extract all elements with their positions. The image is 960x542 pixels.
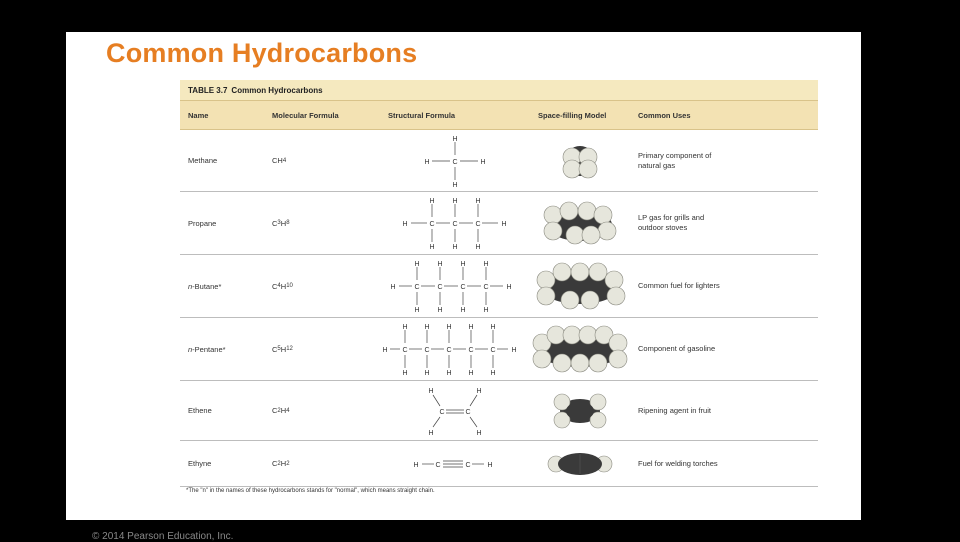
row-name: Ethene — [188, 406, 212, 415]
table-header-row — [180, 100, 818, 130]
hydrogen-atom-label: H — [452, 181, 458, 189]
hydrogen-atom-label: H — [452, 135, 458, 143]
row-uses: LP gas for grills and outdoor stoves — [638, 213, 705, 232]
column-header-structural: Structural Formula — [388, 110, 456, 120]
propane-structure-diagram — [395, 195, 515, 251]
space-filling-ethyne — [530, 441, 630, 486]
hydrogen-atom-label: H — [506, 284, 512, 291]
table-row-ethene — [180, 381, 818, 441]
carbon-atom-label: C — [475, 221, 481, 228]
space-filling-pentane — [530, 318, 630, 380]
row-name: Methane — [188, 156, 218, 165]
hydrogen-atom-label: H — [490, 370, 496, 377]
hydrogen-atom-label: H — [501, 221, 507, 228]
table-row-pentane — [180, 318, 818, 381]
table-caption — [180, 80, 818, 100]
table-row-propane — [180, 192, 818, 255]
carbon-atom-label: C — [429, 221, 435, 228]
row-uses: Component of gasoline — [638, 344, 716, 353]
slide — [66, 32, 861, 542]
column-header-formula: Molecular Formula — [272, 110, 339, 120]
space-filling-propane — [530, 192, 630, 254]
row-name: n -Butane* — [188, 281, 222, 291]
row-name: n -Pentane* — [188, 344, 226, 354]
ethene-structure-diagram — [415, 384, 495, 438]
hydrocarbon-table — [180, 80, 818, 498]
structural-formula-ethyne — [380, 441, 530, 486]
space-filling-ethene — [530, 381, 630, 440]
row-formula: C 2 H 2 — [272, 459, 290, 468]
hydrogen-atom-label: H — [390, 284, 396, 291]
table-caption-title: Common Hydrocarbons — [231, 85, 323, 95]
hydrogen-atom-label: H — [424, 158, 430, 166]
hydrogen-atom-label: H — [382, 347, 388, 354]
row-name: Ethyne — [188, 459, 212, 468]
ethyne-structure-diagram — [410, 449, 500, 479]
table-row-methane — [180, 130, 818, 192]
hydrogen-atom-label: H — [437, 307, 443, 314]
table-caption-number: TABLE 3.7 — [188, 85, 228, 95]
hydrogen-atom-label: H — [446, 324, 452, 331]
carbon-atom-label: C — [468, 347, 474, 354]
hydrogen-atom-label: H — [511, 347, 517, 354]
hydrogen-atom-label: H — [402, 370, 408, 377]
row-uses: Fuel for welding torches — [638, 458, 718, 468]
carbon-atom-label: C — [483, 284, 489, 291]
row-formula: C 3 H 8 — [272, 218, 290, 228]
hydrogen-atom-label: H — [402, 221, 408, 228]
row-name: Propane — [188, 218, 217, 228]
hydrogen-atom-label: H — [428, 429, 434, 437]
column-header-model: Space-filling Model — [538, 110, 607, 120]
table-footnote: *The "n" in the names of these hydrocarbons stands for "normal", which means straight chain. — [186, 488, 435, 494]
carbon-atom-label: C — [414, 284, 420, 291]
hydrogen-atom-label: H — [490, 324, 496, 331]
butane-structure-diagram — [385, 258, 525, 314]
hydrogen-atom-label: H — [476, 387, 482, 395]
hydrogen-atom-label: H — [414, 261, 420, 268]
hydrogen-atom-label: H — [414, 307, 420, 314]
hydrogen-atom-label: H — [475, 244, 481, 251]
carbon-atom-label: C — [424, 347, 430, 354]
carbon-atom-label: C — [402, 347, 408, 354]
hydrogen-atom-label: H — [429, 198, 435, 205]
space-filling-butane — [530, 255, 630, 317]
carbon-atom-label: C — [452, 158, 458, 166]
structural-formula-propane — [380, 192, 530, 254]
hydrogen-atom-label: H — [452, 244, 458, 251]
row-uses: Primary component of natural gas — [638, 150, 712, 170]
column-header-name: Name — [188, 110, 209, 120]
pentane-structure-diagram — [380, 321, 530, 377]
hydrogen-atom-label: H — [452, 198, 458, 205]
carbon-atom-label: C — [437, 284, 443, 291]
hydrogen-atom-label: H — [424, 370, 430, 377]
carbon-atom-label: C — [452, 221, 458, 228]
space-filling-methane — [530, 130, 630, 191]
row-uses: Common fuel for lighters — [638, 281, 720, 290]
hydrogen-atom-label: H — [460, 261, 466, 268]
hydrogen-atom-label: H — [428, 387, 434, 395]
structural-formula-pentane — [380, 318, 530, 380]
copyright-notice: © 2014 Pearson Education, Inc. — [92, 531, 234, 542]
hydrogen-atom-label: H — [483, 307, 489, 314]
methane-structure-diagram — [415, 133, 495, 189]
hydrogen-atom-label: H — [429, 244, 435, 251]
row-formula: C 5 H 12 — [272, 344, 293, 354]
table-row-ethyne — [180, 441, 818, 487]
hydrogen-atom-label: H — [480, 158, 486, 166]
structural-formula-butane — [380, 255, 530, 317]
column-header-uses: Common Uses — [638, 110, 691, 120]
hydrogen-atom-label: H — [402, 324, 408, 331]
carbon-atom-label: C — [439, 408, 445, 416]
hydrogen-atom-label: H — [476, 429, 482, 437]
hydrogen-atom-label: H — [460, 307, 466, 314]
row-formula: C H 4 — [272, 156, 287, 165]
carbon-atom-label: C — [465, 408, 471, 416]
hydrogen-atom-label: H — [437, 261, 443, 268]
table-row-butane — [180, 255, 818, 318]
row-formula: C 2 H 4 — [272, 406, 290, 415]
hydrogen-atom-label: H — [446, 370, 452, 377]
carbon-atom-label: C — [460, 284, 466, 291]
hydrogen-atom-label: H — [487, 461, 493, 469]
hydrogen-atom-label: H — [483, 261, 489, 268]
structural-formula-ethene — [380, 381, 530, 440]
row-formula: C 4 H 10 — [272, 281, 293, 291]
structural-formula-methane — [380, 130, 530, 191]
hydrogen-atom-label: H — [475, 198, 481, 205]
row-uses: Ripening agent in fruit — [638, 405, 711, 415]
carbon-atom-label: C — [446, 347, 452, 354]
hydrogen-atom-label: H — [468, 370, 474, 377]
hydrogen-atom-label: H — [468, 324, 474, 331]
hydrogen-atom-label: H — [424, 324, 430, 331]
slide-title: Common Hydrocarbons — [106, 38, 418, 68]
carbon-atom-label: C — [465, 461, 471, 469]
carbon-atom-label: C — [490, 347, 496, 354]
carbon-atom-label: C — [435, 461, 441, 469]
hydrogen-atom-label: H — [413, 461, 419, 469]
